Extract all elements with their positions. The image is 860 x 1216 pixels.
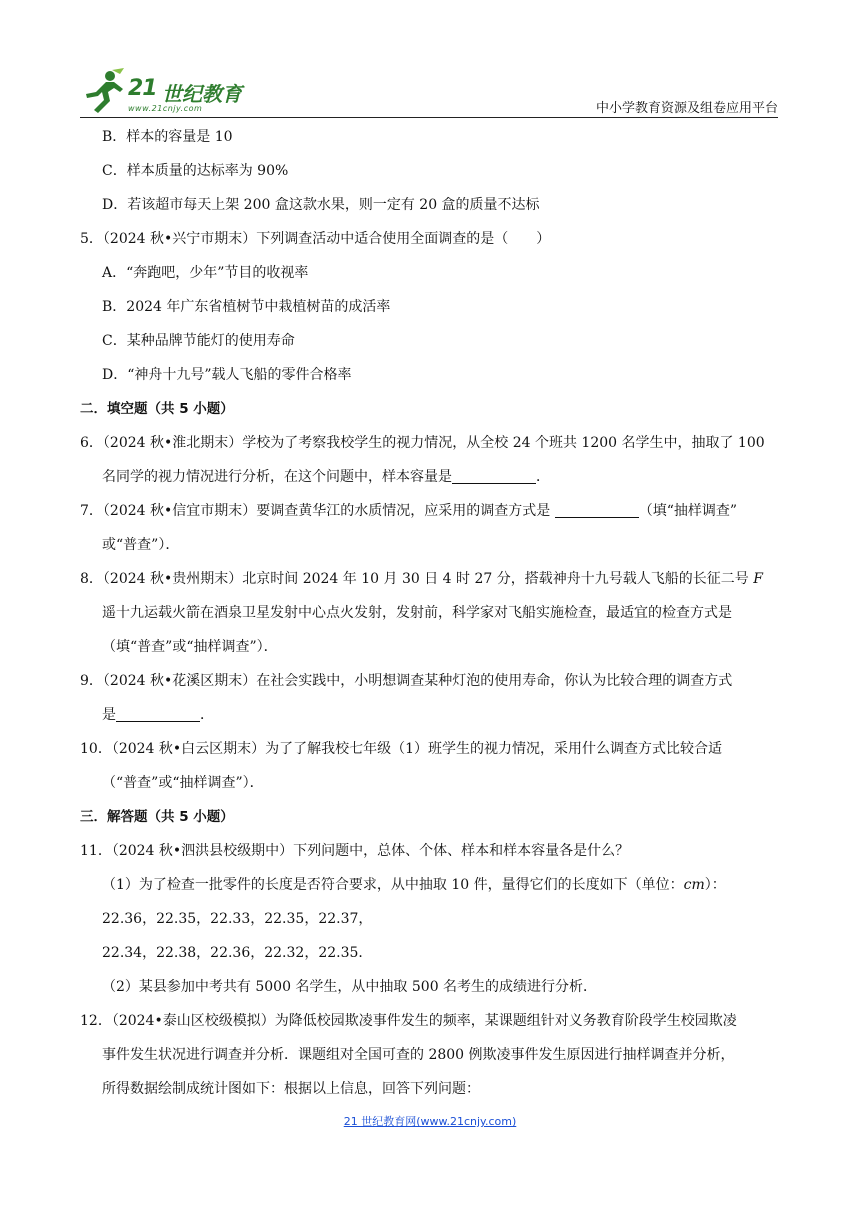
header-divider [80, 117, 778, 118]
answer-blank [555, 499, 639, 518]
question-12-line-1: 12．（2024•泰山区校级模拟）为降低校园欺凌事件发生的频率，某课题组针对义务教育阶段学生校园欺凌 [80, 1013, 737, 1029]
option-4b: B．样本的容量是 10 [102, 129, 233, 145]
question-11-data-2: 22.34，22.38，22.36，22.32，22.35． [102, 945, 373, 961]
logo-name: 世纪教育 [162, 82, 242, 106]
question-9-line-2 [80, 698, 780, 732]
option-4d: D．若该超市每天上架 200 盒这款水果，则一定有 20 盒的质量不达标 [102, 197, 540, 213]
option-5b: B．2024 年广东省植树节中栽植树苗的成活率 [102, 299, 391, 315]
platform-title: 中小学教育资源及组卷应用平台 [595, 101, 778, 116]
question-7-line-1 [80, 494, 780, 528]
question-6-line-2 [80, 460, 780, 494]
document-body [80, 120, 780, 1106]
punct: ）： [704, 877, 726, 893]
page-footer [0, 1113, 860, 1129]
answer-blank [116, 703, 200, 722]
option-5c: C．某种品牌节能灯的使用寿命 [102, 333, 295, 349]
option-5a: A．“奔跑吧，少年”节目的收视率 [102, 265, 309, 281]
question-7-hint: （填“抽样调查” [638, 503, 738, 519]
question-11-data-1: 22.36，22.35，22.33，22.35，22.37， [102, 911, 373, 927]
question-8-text: 8．（2024 秋•贵州期末）北京时间 2024 年 10 月 30 日 4 时 27 分，搭载神舟十九号载人飞船的长征二号 [80, 571, 754, 587]
section-fill-in: 二．填空题（共 5 小题） [80, 401, 234, 417]
punct: ． [536, 469, 550, 485]
question-12-line-3: 所得数据绘制成统计图如下：根据以上信息，回答下列问题： [102, 1081, 480, 1097]
question-6-text: 名同学的视力情况进行分析，在这个问题中，样本容量是 [102, 469, 452, 485]
question-10-line-1: 10．（2024 秋•白云区期末）为了了解我校七年级（1）班学生的视力情况，采用什么调查方式比较合适 [80, 741, 723, 757]
option-4c: C．样本质量的达标率为 90% [102, 163, 289, 179]
question-12-line-2: 事件发生状况进行调查并分析．课题组对全国可查的 2800 例欺凌事件发生原因进行抽样调查并分析， [102, 1047, 735, 1063]
question-8-line-2: 遥十九运载火箭在酒泉卫星发射中心点火发射，发射前，科学家对飞船实施检查，最适宜的检查方式是 [102, 605, 732, 621]
option-5d: D．“神舟十九号”载人飞船的零件合格率 [102, 367, 352, 383]
question-11-part-1-text: （1）为了检查一批零件的长度是否符合要求，从中抽取 10 件，量得它们的长度如下（单位： [102, 877, 684, 893]
logo-url: www.21cnjy.com [128, 104, 203, 113]
punct: ． [200, 707, 214, 723]
footer-link[interactable]: 21 世纪教育网(www.21cnjy.com) [343, 1115, 517, 1128]
logo-number: 21 [128, 76, 157, 101]
logo [80, 66, 260, 116]
question-9-line-1: 9．（2024 秋•花溪区期末）在社会实践中，小明想调查某种灯泡的使用寿命，你认为比较合理的调查方式 [80, 673, 733, 689]
question-7-text: 7．（2024 秋•信宜市期末）要调查黄华江的水质情况，应采用的调查方式是 [80, 503, 555, 519]
question-8-line-1 [80, 562, 780, 596]
question-5: 5．（2024 秋•兴宁市期末）下列调查活动中适合使用全面调查的是（ ） [80, 231, 551, 247]
question-6-line-1: 6．（2024 秋•淮北期末）学校为了考察我校学生的视力情况，从全校 24 个班共 1200 名学生中，抽取了 100 [80, 435, 765, 451]
unit: cm [683, 877, 705, 893]
question-9-text: 是 [102, 707, 116, 723]
page-header [80, 60, 778, 118]
question-11-line-1: 11．（2024 秋•泗洪县校级期中）下列问题中，总体、个体、样本和样本容量各是什么？ [80, 843, 630, 859]
question-11-part-2: （2）某县参加中考共有 5000 名学生，从中抽取 500 名考生的成绩进行分析． [102, 979, 598, 995]
question-8-line-3: （填“普查”或“抽样调查”）． [102, 639, 278, 655]
question-11-part-1 [80, 868, 780, 902]
answer-blank [452, 465, 536, 484]
runner-icon [80, 68, 126, 114]
section-answer: 三．解答题（共 5 小题） [80, 809, 234, 825]
question-10-line-2: （“普查”或“抽样调查”）． [102, 775, 264, 791]
question-7-line-2: 或“普查”）． [102, 537, 180, 553]
question-8-letter: F [753, 571, 763, 587]
